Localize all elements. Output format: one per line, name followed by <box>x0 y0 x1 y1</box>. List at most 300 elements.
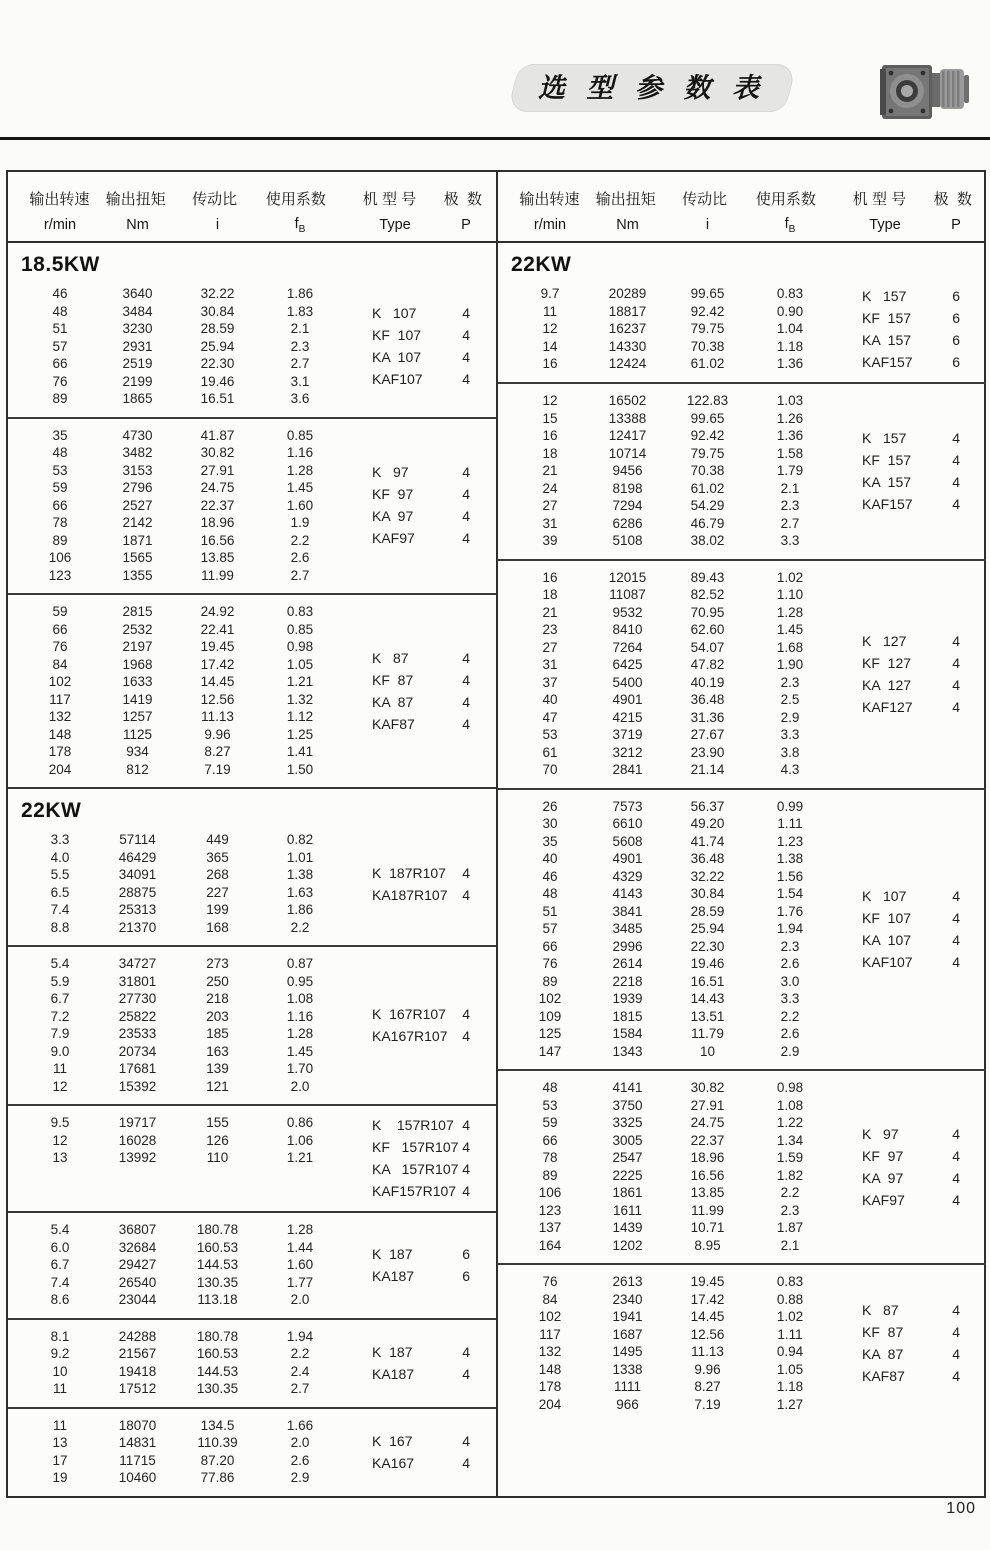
output-torque-value: 12417 <box>608 428 647 443</box>
service-factor-value: 1.94 <box>776 921 804 936</box>
service-factor-value: 0.83 <box>286 604 314 619</box>
output-speed-value: 16 <box>542 356 558 371</box>
table-row <box>510 726 842 744</box>
output-speed-value: 59 <box>542 1115 558 1130</box>
table-row <box>510 480 842 498</box>
model-list <box>842 1273 986 1413</box>
output-torque-value: 3482 <box>122 445 153 460</box>
output-speed-value: 78 <box>542 1150 558 1165</box>
ratio-value: 12.56 <box>690 1326 725 1342</box>
model-list <box>842 392 986 550</box>
table-row <box>510 532 842 550</box>
table-row <box>20 462 352 480</box>
data-rows <box>8 1417 352 1487</box>
service-factor-value: 2.0 <box>290 1292 310 1307</box>
service-factor-value: 0.94 <box>776 1344 804 1359</box>
ratio-value: 24.92 <box>200 604 235 619</box>
output-torque-value: 6425 <box>612 657 643 672</box>
output-torque-value: 3640 <box>122 286 153 301</box>
ratio-value: 160.53 <box>196 1239 239 1255</box>
output-torque-value: 16237 <box>608 321 647 336</box>
model-row <box>372 461 470 483</box>
table-block <box>8 1407 496 1496</box>
ratio-value: 9.96 <box>694 1361 721 1377</box>
table-block <box>498 1069 986 1263</box>
output-torque-value: 3005 <box>612 1132 643 1148</box>
service-factor-value: 2.7 <box>290 1381 310 1396</box>
block-body <box>8 1221 496 1309</box>
ratio-value: 79.75 <box>690 321 725 336</box>
output-speed-value: 61 <box>542 744 558 760</box>
ratio-value: 28.59 <box>690 903 725 919</box>
table-row <box>20 1434 352 1452</box>
model-type: KA 97 <box>862 1169 904 1186</box>
model-list <box>352 285 496 408</box>
service-factor-value: 2.6 <box>290 550 310 565</box>
ratio-value: 144.53 <box>196 1257 239 1272</box>
output-torque-value: 14831 <box>118 1435 157 1450</box>
output-speed-value: 89 <box>542 1167 558 1183</box>
model-list <box>842 798 986 1061</box>
ratio-value: 11.13 <box>691 1344 724 1359</box>
output-speed-value: 76 <box>52 373 68 389</box>
output-torque-value: 2340 <box>612 1291 643 1307</box>
model-poles: 4 <box>952 495 960 512</box>
ratio-value: 14.43 <box>690 991 725 1006</box>
ratio-value: 8.95 <box>694 1237 721 1253</box>
power-section-title: 22KW <box>511 253 572 276</box>
unit-type: Type <box>869 217 901 233</box>
output-speed-value: 9.7 <box>540 286 560 301</box>
data-rows <box>8 1221 352 1309</box>
model-poles: 4 <box>462 530 470 547</box>
ratio-value: 122.83 <box>686 393 729 408</box>
header-poles: 极 数 <box>443 190 482 208</box>
model-list <box>352 1114 496 1202</box>
output-speed-value: 106 <box>48 550 72 565</box>
output-torque-value: 1815 <box>612 1008 643 1024</box>
service-factor-value: 2.9 <box>780 1043 800 1059</box>
output-speed-value: 37 <box>542 674 558 690</box>
model-poles: 4 <box>462 1365 470 1382</box>
model-poles: 4 <box>952 953 960 970</box>
table-row <box>20 444 352 462</box>
ratio-value: 22.41 <box>200 621 235 637</box>
table-row <box>510 1291 842 1309</box>
ratio-value: 70.95 <box>690 604 725 620</box>
ratio-value: 89.43 <box>690 569 725 585</box>
service-factor-value: 1.90 <box>776 657 804 672</box>
data-rows <box>8 1114 352 1202</box>
service-factor-value: 0.83 <box>776 286 804 301</box>
ratio-value: 10.71 <box>690 1220 725 1235</box>
unit-rpm: r/min <box>533 217 567 233</box>
service-factor-value: 1.59 <box>776 1150 804 1165</box>
ratio-value: 16.51 <box>200 391 235 406</box>
service-factor-value: 2.0 <box>290 1078 310 1094</box>
unit-type: Type <box>379 217 411 233</box>
data-rows <box>498 1079 842 1254</box>
output-speed-value: 11 <box>52 1381 67 1396</box>
output-torque-value: 1343 <box>612 1043 643 1059</box>
output-torque-value: 21567 <box>118 1346 157 1361</box>
model-poles: 4 <box>462 486 470 503</box>
service-factor-value: 1.82 <box>776 1167 804 1183</box>
model-type: K 187 <box>372 1343 413 1360</box>
ratio-value: 19.46 <box>690 956 725 971</box>
output-speed-value: 8.6 <box>50 1292 70 1307</box>
output-torque-value: 28875 <box>118 884 157 900</box>
ratio-value: 56.37 <box>690 798 725 814</box>
model-row <box>862 351 960 373</box>
model-row <box>862 929 960 951</box>
data-rows <box>498 1273 842 1413</box>
table-block <box>8 1104 496 1211</box>
service-factor-value: 3.3 <box>780 533 800 548</box>
table-row <box>20 1328 352 1346</box>
page-number: 100 <box>946 1500 976 1517</box>
model-poles: 4 <box>952 451 960 468</box>
model-row <box>372 1003 470 1025</box>
model-row <box>862 1145 960 1167</box>
table-block <box>498 1263 986 1422</box>
service-factor-value: 1.60 <box>286 497 314 513</box>
model-poles: 4 <box>462 1183 470 1199</box>
output-torque-value: 3719 <box>612 727 643 742</box>
output-speed-value: 35 <box>52 427 68 443</box>
output-torque-value: 13992 <box>118 1150 157 1165</box>
ratio-value: 168 <box>206 919 229 935</box>
header-output-speed: 输出转速 <box>29 190 90 208</box>
output-torque-value: 934 <box>126 744 149 759</box>
ratio-value: 87.20 <box>200 1452 235 1468</box>
service-factor-value: 1.21 <box>286 674 314 689</box>
output-torque-value: 10460 <box>118 1470 157 1485</box>
service-factor-value: 1.50 <box>286 761 314 777</box>
selection-parameter-table <box>6 170 986 1498</box>
ratio-value: 121 <box>206 1078 229 1094</box>
ratio-value: 155 <box>206 1115 229 1130</box>
ratio-value: 10 <box>699 1043 716 1059</box>
ratio-value: 28.59 <box>200 321 235 336</box>
model-type: KF 157 <box>862 310 912 326</box>
table-row <box>20 831 352 849</box>
table-row <box>510 1184 842 1202</box>
table-block <box>8 593 496 787</box>
header-output-torque: 输出扭矩 <box>595 190 656 208</box>
output-torque-value: 5400 <box>612 674 643 690</box>
output-torque-value: 1111 <box>613 1379 642 1394</box>
model-row <box>862 449 960 471</box>
header-output-torque: 输出扭矩 <box>105 190 166 208</box>
model-poles: 6 <box>462 1267 470 1284</box>
output-torque-value: 17512 <box>118 1381 157 1396</box>
model-row <box>372 862 470 884</box>
model-type: KAF87 <box>862 1368 905 1384</box>
table-row <box>510 1043 842 1061</box>
service-factor-value: 2.7 <box>290 356 310 371</box>
output-torque-value: 1495 <box>612 1344 643 1359</box>
output-speed-value: 66 <box>542 938 558 954</box>
ratio-value: 47.82 <box>690 657 725 672</box>
service-factor-value: 1.38 <box>776 851 804 866</box>
output-speed-value: 5.4 <box>50 1222 70 1237</box>
output-speed-value: 89 <box>52 532 68 548</box>
output-speed-value: 117 <box>539 1326 561 1342</box>
output-torque-value: 3750 <box>612 1097 643 1113</box>
output-speed-value: 89 <box>542 973 558 989</box>
output-speed-value: 7.4 <box>50 902 70 917</box>
model-type: KA187 <box>372 1365 415 1382</box>
table-row <box>510 338 842 356</box>
service-factor-value: 1.28 <box>286 462 314 478</box>
table-row <box>20 708 352 726</box>
output-torque-value: 2931 <box>122 338 153 354</box>
service-factor-value: 1.45 <box>776 622 804 637</box>
table-row <box>510 303 842 321</box>
output-speed-value: 117 <box>49 691 71 707</box>
output-torque-value: 36807 <box>118 1222 157 1237</box>
power-section-title: 18.5KW <box>21 253 100 276</box>
table-row <box>510 1079 842 1097</box>
output-speed-value: 48 <box>52 445 68 460</box>
ratio-value: 13.85 <box>200 550 235 565</box>
output-speed-value: 148 <box>48 726 72 742</box>
model-poles: 4 <box>952 1346 960 1362</box>
output-torque-value: 3212 <box>612 744 643 760</box>
table-row <box>510 604 842 622</box>
output-torque-value: 9456 <box>612 463 643 478</box>
output-speed-value: 78 <box>52 515 68 530</box>
service-factor-value: 1.08 <box>776 1097 804 1113</box>
table-row <box>510 744 842 762</box>
table-row <box>510 1326 842 1344</box>
output-speed-value: 48 <box>542 886 558 901</box>
output-torque-value: 2527 <box>122 497 153 513</box>
output-speed-value: 7.9 <box>50 1026 70 1041</box>
service-factor-value: 1.25 <box>286 726 314 742</box>
service-factor-value: 1.83 <box>286 303 314 319</box>
service-factor-value: 0.95 <box>286 973 314 989</box>
service-factor-value: 0.85 <box>286 621 314 637</box>
output-speed-value: 204 <box>538 1396 562 1412</box>
table-row <box>20 673 352 691</box>
output-speed-value: 24 <box>542 480 558 496</box>
table-row <box>20 1043 352 1061</box>
model-row <box>862 427 960 449</box>
model-poles: 4 <box>462 1139 470 1155</box>
output-torque-value: 19418 <box>118 1363 157 1379</box>
service-factor-value: 1.08 <box>286 991 314 1006</box>
output-torque-value: 11715 <box>119 1452 156 1468</box>
service-factor-value: 0.90 <box>776 303 804 319</box>
ratio-value: 46.79 <box>690 515 725 531</box>
output-speed-value: 102 <box>538 991 562 1006</box>
ratio-value: 13.85 <box>690 1185 725 1200</box>
ratio-value: 7.19 <box>204 761 231 777</box>
service-factor-value: 0.98 <box>776 1080 804 1095</box>
output-speed-value: 19 <box>52 1470 68 1485</box>
model-poles: 4 <box>952 473 960 490</box>
model-poles: 4 <box>952 632 960 649</box>
output-torque-value: 2547 <box>612 1150 643 1165</box>
model-type: KA167R107 <box>372 1028 448 1044</box>
model-row <box>862 329 960 351</box>
table-row <box>20 355 352 373</box>
output-speed-value: 70 <box>542 762 558 777</box>
table-row <box>510 833 842 851</box>
model-row <box>372 669 470 691</box>
output-torque-value: 4141 <box>612 1080 643 1095</box>
service-factor-value: 1.66 <box>286 1417 314 1433</box>
ratio-value: 41.74 <box>690 833 725 849</box>
unit-i: i <box>705 217 710 233</box>
model-type: KAF97 <box>372 530 415 547</box>
table-row <box>510 868 842 886</box>
output-speed-value: 21 <box>542 463 558 478</box>
ratio-value: 14.45 <box>200 674 235 689</box>
table-row <box>20 621 352 639</box>
output-torque-value: 7294 <box>612 498 643 513</box>
model-row <box>862 1321 960 1343</box>
output-speed-value: 27 <box>542 639 558 655</box>
table-row <box>510 1237 842 1255</box>
table-row <box>20 338 352 356</box>
output-speed-value: 102 <box>48 674 72 689</box>
model-list <box>352 831 496 936</box>
service-factor-value: 3.3 <box>780 991 800 1006</box>
output-speed-value: 35 <box>542 833 558 849</box>
model-type: KA 87 <box>862 1346 904 1362</box>
output-speed-value: 31 <box>542 515 558 531</box>
output-torque-value: 2815 <box>122 604 153 619</box>
service-factor-value: 2.4 <box>290 1363 310 1379</box>
model-poles: 4 <box>462 864 470 881</box>
unit-i: i <box>215 217 220 233</box>
ratio-value: 130.35 <box>196 1381 239 1396</box>
output-speed-value: 40 <box>542 851 558 866</box>
model-list <box>352 955 496 1095</box>
model-list <box>352 1221 496 1309</box>
output-torque-value: 10714 <box>608 445 647 461</box>
model-type: KF 157R107 <box>372 1139 459 1155</box>
block-body <box>498 569 986 779</box>
output-speed-value: 106 <box>538 1185 562 1200</box>
output-speed-value: 11 <box>52 1417 67 1433</box>
table-row <box>20 884 352 902</box>
output-torque-value: 3325 <box>612 1115 643 1130</box>
data-rows <box>8 285 352 408</box>
output-torque-value: 25822 <box>118 1008 157 1024</box>
ratio-value: 19.45 <box>200 639 235 654</box>
output-speed-value: 12 <box>542 393 558 408</box>
output-torque-value: 3484 <box>122 303 153 319</box>
ratio-value: 30.82 <box>690 1080 725 1095</box>
model-poles: 4 <box>462 508 470 525</box>
service-factor-value: 2.3 <box>780 674 800 690</box>
page-title-banner <box>506 64 798 112</box>
block-body <box>498 798 986 1061</box>
model-type: KA167 <box>372 1454 415 1471</box>
model-row <box>372 1025 470 1047</box>
service-factor-value: 1.9 <box>290 515 310 530</box>
model-row <box>372 647 470 669</box>
output-torque-value: 2218 <box>612 973 643 989</box>
column-header <box>498 172 986 243</box>
service-factor-value: 1.60 <box>286 1257 314 1272</box>
output-torque-value: 7573 <box>612 798 643 814</box>
table-row <box>510 1219 842 1237</box>
output-torque-value: 5608 <box>612 833 643 849</box>
output-torque-value: 4730 <box>122 427 153 443</box>
service-factor-value: 2.2 <box>780 1185 800 1200</box>
model-type: KAF107 <box>372 371 423 388</box>
service-factor-value: 1.18 <box>776 338 804 354</box>
output-speed-value: 9.2 <box>50 1346 70 1361</box>
output-torque-value: 1941 <box>612 1309 643 1324</box>
table-row <box>510 1273 842 1291</box>
model-row <box>372 1158 470 1180</box>
table-block <box>8 1318 496 1407</box>
table-row <box>510 1167 842 1185</box>
ratio-value: 365 <box>206 849 229 865</box>
service-factor-value: 0.83 <box>776 1274 804 1289</box>
header-service-factor: 使用系数 <box>265 190 326 208</box>
model-row <box>372 346 470 368</box>
service-factor-value: 1.87 <box>776 1220 804 1235</box>
ratio-value: 130.35 <box>196 1274 239 1290</box>
ratio-value: 19.45 <box>690 1274 725 1289</box>
table-row <box>20 1221 352 1239</box>
service-factor-value: 1.34 <box>776 1132 804 1148</box>
output-speed-value: 66 <box>52 497 68 513</box>
model-type: KF 87 <box>862 1324 904 1340</box>
table-row <box>510 691 842 709</box>
output-speed-value: 84 <box>542 1291 558 1307</box>
table-row <box>510 1202 842 1220</box>
unit-nm: Nm <box>126 217 149 233</box>
model-poles: 4 <box>462 371 470 388</box>
service-factor-value: 1.45 <box>286 1043 314 1059</box>
model-row <box>862 493 960 515</box>
table-row <box>20 761 352 779</box>
ratio-value: 92.42 <box>690 303 725 319</box>
ratio-value: 54.29 <box>690 498 725 513</box>
table-row <box>20 532 352 550</box>
table-row <box>20 1078 352 1096</box>
output-torque-value: 23533 <box>118 1026 157 1041</box>
table-row <box>510 410 842 428</box>
ratio-value: 22.37 <box>200 497 235 513</box>
output-speed-value: 9.0 <box>50 1043 70 1059</box>
table-row <box>20 390 352 408</box>
output-torque-value: 32684 <box>118 1239 157 1255</box>
output-torque-value: 26540 <box>118 1274 157 1290</box>
ratio-value: 22.37 <box>690 1132 725 1148</box>
model-poles: 4 <box>952 887 960 904</box>
output-speed-value: 148 <box>538 1361 562 1377</box>
ratio-value: 17.42 <box>200 656 235 672</box>
model-row <box>372 1341 470 1363</box>
table-row <box>510 761 842 779</box>
model-type: KA187R107 <box>372 886 448 903</box>
service-factor-value: 1.02 <box>776 569 804 585</box>
service-factor-value: 1.12 <box>286 709 314 724</box>
output-speed-value: 7.2 <box>50 1008 70 1024</box>
data-rows <box>8 1328 352 1398</box>
table-row <box>510 973 842 991</box>
output-torque-value: 2532 <box>122 621 153 637</box>
